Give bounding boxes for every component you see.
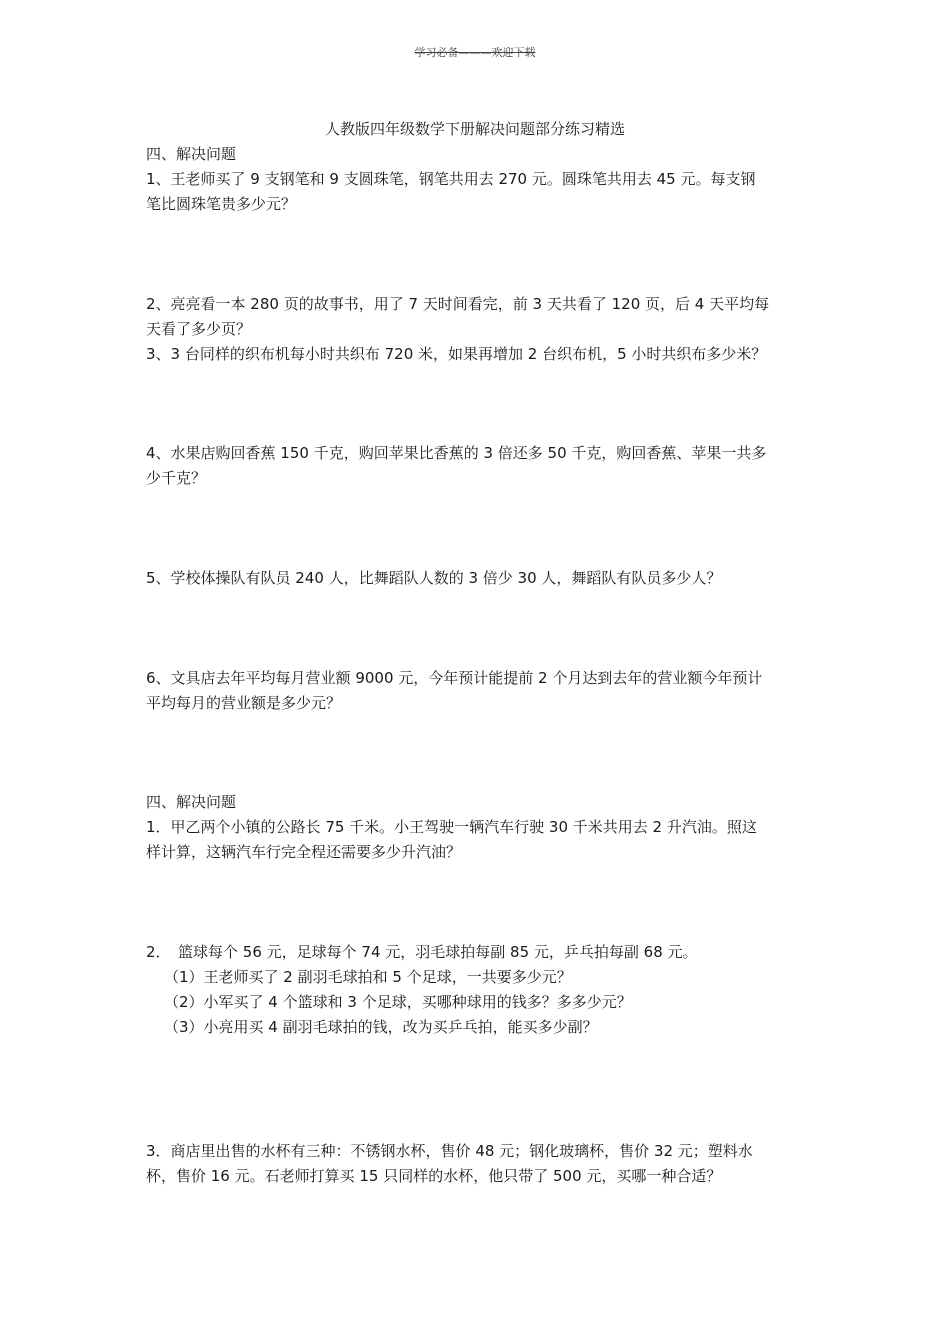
header-text: 学习必备———欢迎下载 [414, 46, 536, 59]
question-5-line-1: 5、学校体操队有队员 240 人，比舞蹈队人数的 3 倍少 30 人，舞蹈队有队员多少人？ [146, 569, 722, 587]
section2-question-2-part-3: （3）小亮用买 4 副羽毛球拍的钱，改为买乒乓拍，能买多少副？ [164, 1018, 598, 1036]
section-heading: 四、解决问题 [146, 145, 237, 163]
section2-question-1-line-2: 样计算，这辆汽车行完全程还需要多少升汽油？ [146, 843, 462, 861]
question-3-line-1: 3、3 台同样的织布机每小时共织布 720 米，如果再增加 2 台织布机，5 小时共织布多少米？ [146, 345, 767, 363]
question-6-line-1: 6、文具店去年平均每月营业额 9000 元，今年预计能提前 2 个月达到去年的营业额今年预计 [146, 669, 763, 687]
section2-question-1-line-1: 1．甲乙两个小镇的公路长 75 千米。小王驾驶一辆汽车行驶 30 千米共用去 2 升汽油。照这 [146, 818, 757, 836]
section2-question-2-part-1: （1）王老师买了 2 副羽毛球拍和 5 个足球，一共要多少元？ [164, 968, 572, 986]
section2-question-3-line-1: 3．商店里出售的水杯有三种：不锈钢水杯，售价 48 元；钢化玻璃杯，售价 32 元；塑料水 [146, 1142, 753, 1160]
question-2-line-1: 2、亮亮看一本 280 页的故事书，用了 7 天时间看完，前 3 天共看了 120 页，后 4 天平均每 [146, 295, 770, 313]
section2-question-3-line-2: 杯，售价 16 元。石老师打算买 15 只同样的水杯，他只带了 500 元，买哪一种合适？ [146, 1167, 722, 1185]
section2-question-2-stem: 2． 篮球每个 56 元，足球每个 74 元，羽毛球拍每副 85 元，乒乓拍每副 68 元。 [146, 943, 698, 961]
question-1-line-2: 笔比圆珠笔贵多少元？ [146, 195, 297, 213]
section2-question-2-part-2: （2）小军买了 4 个篮球和 3 个足球，买哪种球用的钱多？多多少元？ [164, 993, 632, 1011]
question-1-line-1: 1、王老师买了 9 支钢笔和 9 支圆珠笔，钢笔共用去 270 元。圆珠笔共用去 45 元。每支钢 [146, 170, 756, 188]
question-2-line-2: 天看了多少页？ [146, 320, 252, 338]
question-4-line-2: 少千克？ [146, 469, 207, 487]
question-6-line-2: 平均每月的营业额是多少元？ [146, 694, 342, 712]
section-heading-2: 四、解决问题 [146, 793, 237, 811]
page-header [0, 44, 950, 60]
question-4-line-1: 4、水果店购回香蕉 150 千克，购回苹果比香蕉的 3 倍还多 50 千克，购回香蕉、苹果一共多 [146, 444, 767, 462]
document-title: 人教版四年级数学下册解决问题部分练习精选 [324, 120, 625, 138]
